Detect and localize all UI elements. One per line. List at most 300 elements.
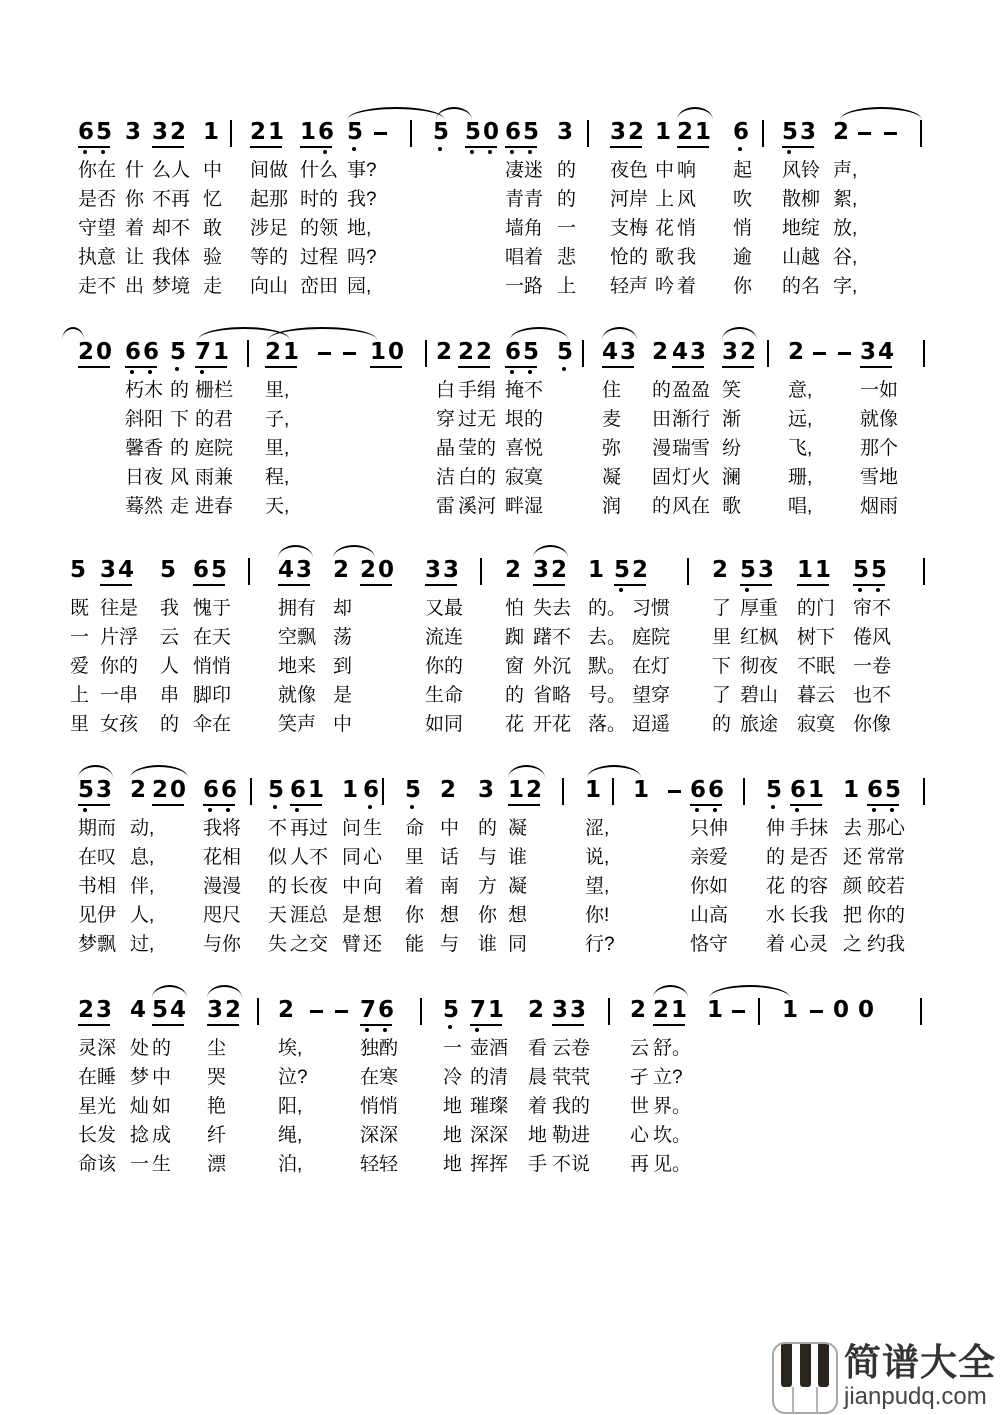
- lyric-syllable: 碧山: [740, 685, 779, 706]
- lyric-syllable: 一串: [100, 685, 139, 706]
- lyric-syllable: 一: [557, 218, 577, 239]
- note-token: [70, 557, 87, 583]
- barline: [762, 120, 764, 147]
- lyric-syllable: 梦境: [152, 276, 191, 297]
- note-token: [443, 997, 460, 1030]
- note-token: [342, 777, 359, 803]
- barline: [758, 998, 760, 1025]
- note-digit: 1: [843, 777, 860, 803]
- lyric-syllable: 轻声: [610, 276, 649, 297]
- lyric-syllable: 梦飘: [78, 934, 117, 955]
- lyric-syllable: 麦: [602, 409, 622, 430]
- lyric-syllable: 忆: [203, 189, 223, 210]
- note-token: [130, 997, 147, 1023]
- note-token: [610, 119, 645, 148]
- note-digit: 5: [523, 339, 540, 365]
- note-digit: 2: [526, 777, 543, 803]
- lyric-syllable: 捻: [130, 1125, 150, 1146]
- lyric-syllable: 手抹: [790, 818, 829, 839]
- note-digit: 2: [630, 997, 647, 1023]
- lyric-syllable: 怆的: [610, 247, 649, 268]
- note-digit: 4: [672, 339, 689, 365]
- note-digit: 6: [318, 119, 335, 145]
- lyric-syllable: 亲爱: [690, 847, 729, 868]
- lyric-syllable: 既: [70, 598, 90, 619]
- lyric-syllable: 畔湿: [505, 496, 544, 517]
- lyric-syllable: 歌: [655, 247, 675, 268]
- lyric-syllable: 艳: [207, 1096, 227, 1117]
- note-token: [672, 339, 707, 368]
- lyric-syllable: 谁: [478, 934, 498, 955]
- note-digit: 5: [885, 777, 902, 803]
- note-digit: 0: [388, 339, 405, 365]
- note-digit: 6: [708, 777, 725, 803]
- note-digit: 2: [78, 339, 95, 365]
- duration-dash: [318, 352, 331, 355]
- note-digit: 5: [152, 997, 169, 1023]
- lyric-syllable: 是: [333, 685, 353, 706]
- octave-dot: [782, 150, 796, 155]
- barline: [582, 340, 584, 367]
- lyric-syllable: 笑声: [278, 714, 317, 735]
- octave-dot: [523, 150, 537, 155]
- lyric-syllable: 你像: [853, 714, 892, 735]
- lyric-syllable: 我将: [203, 818, 242, 839]
- octave-dot: [363, 805, 377, 810]
- lyric-syllable: 风铃: [782, 160, 821, 181]
- octave-dot: [885, 808, 899, 813]
- note-token: [78, 339, 113, 368]
- octave-dot: [867, 808, 881, 813]
- lyric-syllable: 住: [602, 380, 622, 401]
- note-token: [782, 119, 817, 155]
- lyric-syllable: 是否: [78, 189, 117, 210]
- lyric-syllable: 往是: [100, 598, 139, 619]
- lyric-syllable: 在灯: [632, 656, 671, 677]
- lyric-syllable: 舒。: [653, 1038, 692, 1059]
- note-token: [733, 119, 750, 152]
- lyric-syllable: 伸: [766, 818, 786, 839]
- note-token: [370, 339, 405, 368]
- lyric-syllable: 水: [766, 905, 786, 926]
- note-digit: 5: [465, 119, 482, 145]
- note-token: [797, 557, 832, 586]
- note-digit: 6: [363, 777, 380, 803]
- lyric-syllable: 长我: [790, 905, 829, 926]
- note-digit: 6: [690, 777, 707, 803]
- note-digit: 5: [782, 119, 799, 145]
- lyric-syllable: 梦: [130, 1067, 150, 1088]
- barline: [767, 340, 769, 367]
- lyric-syllable: 什: [125, 160, 145, 181]
- note-digit: 2: [278, 997, 295, 1023]
- octave-dot-empty: [488, 1028, 502, 1033]
- note-token: [677, 119, 712, 148]
- lyric-syllable: 挥挥: [470, 1154, 509, 1175]
- lyric-syllable: 进春: [195, 496, 234, 517]
- lyric-syllable: 号。: [588, 685, 627, 706]
- barline: [410, 120, 412, 147]
- note-digit: 5: [766, 777, 783, 803]
- lyric-syllable: 晶: [436, 438, 456, 459]
- note-digit: 3: [533, 557, 550, 583]
- lyric-syllable: 的: [766, 847, 786, 868]
- lyric-syllable: 放,: [833, 218, 858, 239]
- lyric-syllable: 雪地: [860, 467, 899, 488]
- lyric-syllable: 朽木: [125, 380, 164, 401]
- note-digit: 4: [118, 557, 135, 583]
- lyric-syllable: 地: [528, 1125, 548, 1146]
- lyric-syllable: 成: [152, 1125, 172, 1146]
- note-token: [130, 777, 147, 803]
- note-token: [505, 119, 540, 155]
- lyric-syllable: 再过: [290, 818, 329, 839]
- note-digit: 5: [740, 557, 757, 583]
- lyric-syllable: 就像: [278, 685, 317, 706]
- note-digit: 2: [788, 339, 805, 365]
- lyric-syllable: 涯总: [290, 905, 329, 926]
- note-digit: 4: [878, 339, 895, 365]
- octave-dot: [766, 805, 780, 810]
- lyric-syllable: 你: [125, 189, 145, 210]
- note-digit: 2: [833, 119, 850, 145]
- octave-dot: [614, 588, 628, 593]
- lyric-syllable: 你: [733, 276, 753, 297]
- octave-dot-empty: [300, 150, 314, 155]
- note-token: [788, 339, 805, 365]
- lyric-syllable: 南: [440, 876, 460, 897]
- lyric-syllable: 不眠: [797, 656, 836, 677]
- note-digit: 2: [333, 557, 350, 583]
- lyric-syllable: 开花: [533, 714, 572, 735]
- lyric-syllable: 了: [712, 598, 732, 619]
- lyric-syllable: 行?: [585, 934, 615, 955]
- lyric-syllable: 子,: [265, 409, 290, 430]
- note-digit: 2: [712, 557, 729, 583]
- note-digit: 3: [570, 997, 587, 1023]
- watermark-title: 简谱大全: [844, 1342, 996, 1383]
- lyric-syllable: 动,: [130, 818, 155, 839]
- note-digit: 0: [96, 339, 113, 365]
- note-digit: 4: [170, 997, 187, 1023]
- barline: [687, 558, 689, 585]
- note-digit: 3: [552, 997, 569, 1023]
- lyric-syllable: 心: [363, 847, 383, 868]
- lyric-syllable: 看: [528, 1038, 548, 1059]
- note-digit: 1: [695, 119, 712, 145]
- lyric-syllable: 庭院: [632, 627, 671, 648]
- note-digit: 2: [740, 339, 757, 365]
- lyric-syllable: 让: [125, 247, 145, 268]
- lyric-syllable: 洁: [436, 467, 456, 488]
- note-digit: 3: [860, 339, 877, 365]
- note-digit: 1: [268, 119, 285, 145]
- note-token: [843, 777, 860, 803]
- lyric-syllable: 中: [333, 714, 353, 735]
- lyric-syllable: 的: [652, 380, 672, 401]
- lyric-syllable: 踟: [505, 627, 525, 648]
- lyric-syllable: 同: [342, 847, 362, 868]
- note-token: [505, 339, 540, 375]
- lyric-syllable: 的: [170, 438, 190, 459]
- lyric-syllable: 中: [203, 160, 223, 181]
- lyric-syllable: 躇不: [533, 627, 572, 648]
- lyric-syllable: 不再: [152, 189, 191, 210]
- lyric-syllable: 雨兼: [195, 467, 234, 488]
- system-4: [0, 778, 1000, 998]
- note-token: [528, 997, 545, 1023]
- lyric-syllable: 间做: [250, 160, 289, 181]
- note-digit: 5: [96, 119, 113, 145]
- lyric-syllable: 你在: [78, 160, 117, 181]
- lyric-syllable: 的: [160, 714, 180, 735]
- lyric-syllable: 绳,: [278, 1125, 303, 1146]
- barline: [743, 778, 745, 805]
- lyric-syllable: 云: [160, 627, 180, 648]
- octave-dot: [740, 588, 754, 593]
- lyric-syllable: 纷: [722, 438, 742, 459]
- lyric-syllable: 事?: [347, 160, 377, 181]
- lyric-syllable: 飞,: [788, 438, 813, 459]
- lyric-syllable: 山越: [782, 247, 821, 268]
- lyric-syllable: 脚印: [193, 685, 232, 706]
- lyric-syllable: 蓦然: [125, 496, 164, 517]
- note-digit: 6: [203, 777, 220, 803]
- octave-dot: [96, 150, 110, 155]
- lyric-syllable: 世: [630, 1096, 650, 1117]
- octave-dot: [733, 147, 747, 152]
- lyric-syllable: 花: [655, 218, 675, 239]
- note-digit: 4: [602, 339, 619, 365]
- note-token: [505, 557, 522, 583]
- lyric-syllable: 馨香: [125, 438, 164, 459]
- lyric-syllable: 在叹: [78, 847, 117, 868]
- lyric-syllable: 响: [677, 160, 697, 181]
- note-token: [265, 339, 300, 368]
- lyric-syllable: 么人: [152, 160, 191, 181]
- lyric-syllable: 唱,: [788, 496, 813, 517]
- lyric-syllable: 天,: [265, 496, 290, 517]
- duration-dash: [668, 790, 681, 793]
- lyric-syllable: 走不: [78, 276, 117, 297]
- lyric-syllable: 想: [363, 905, 383, 926]
- lyric-syllable: 树下: [797, 627, 836, 648]
- lyric-syllable: 着: [766, 934, 786, 955]
- octave-dot: [470, 1028, 484, 1033]
- lyric-syllable: 掩不: [505, 380, 544, 401]
- lyric-syllable: 中: [152, 1067, 172, 1088]
- lyric-syllable: 垠的: [505, 409, 544, 430]
- note-digit: 6: [867, 777, 884, 803]
- lyric-syllable: 吹: [733, 189, 753, 210]
- duration-dash: [343, 352, 356, 355]
- note-digit: 2: [505, 557, 522, 583]
- note-digit: 3: [758, 557, 775, 583]
- note-token: [533, 557, 568, 586]
- note-digit: 2: [528, 997, 545, 1023]
- note-token: [707, 997, 724, 1023]
- lyric-syllable: 庭院: [195, 438, 234, 459]
- lyric-syllable: 你的: [100, 656, 139, 677]
- lyric-syllable: 把: [843, 905, 863, 926]
- lyric-syllable: 书相: [78, 876, 117, 897]
- octave-dot-empty: [800, 150, 814, 155]
- lyric-syllable: 程,: [265, 467, 290, 488]
- note-digit: 2: [440, 777, 457, 803]
- lyric-syllable: 地: [443, 1096, 463, 1117]
- lyric-syllable: 瑞雪: [672, 438, 711, 459]
- lyric-syllable: 我?: [347, 189, 377, 210]
- lyric-syllable: 笑: [722, 380, 742, 401]
- lyric-syllable: 起那: [250, 189, 289, 210]
- lyric-syllable: 凄迷: [505, 160, 544, 181]
- octave-dot-empty: [632, 588, 646, 593]
- lyric-syllable: 谷,: [833, 247, 858, 268]
- lyric-syllable: 支梅: [610, 218, 649, 239]
- lyric-syllable: 执意: [78, 247, 117, 268]
- note-digit: 1: [488, 997, 505, 1023]
- lyric-syllable: 轻轻: [360, 1154, 399, 1175]
- lyric-syllable: 渐行: [672, 409, 711, 430]
- lyric-syllable: 寂寞: [797, 714, 836, 735]
- note-digit: 6: [193, 557, 210, 583]
- octave-dot: [505, 370, 519, 375]
- note-digit: 3: [690, 339, 707, 365]
- note-token: [363, 777, 380, 810]
- lyric-syllable: 到: [333, 656, 353, 677]
- lyric-syllable: 一: [443, 1038, 463, 1059]
- barline: [257, 998, 259, 1025]
- note-token: [125, 119, 142, 145]
- barline: [923, 778, 925, 805]
- note-digit: 2: [265, 339, 282, 365]
- lyric-syllable: 女孩: [100, 714, 139, 735]
- note-digit: 5: [433, 119, 450, 145]
- lyric-syllable: 悲: [557, 247, 577, 268]
- note-token: [766, 777, 783, 810]
- lyric-syllable: 散柳: [782, 189, 821, 210]
- note-digit: 0: [833, 997, 850, 1023]
- lyric-syllable: 我: [160, 598, 180, 619]
- note-token: [614, 557, 649, 593]
- lyric-syllable: 壶酒: [470, 1038, 509, 1059]
- lyric-syllable: 着: [528, 1096, 548, 1117]
- lyric-syllable: 去。: [588, 627, 627, 648]
- lyric-syllable: 省略: [533, 685, 572, 706]
- lyric-syllable: 的清: [470, 1067, 509, 1088]
- note-digit: 1: [203, 119, 220, 145]
- note-digit: 5: [405, 777, 422, 803]
- lyric-syllable: 走: [203, 276, 223, 297]
- lyric-syllable: 吗?: [347, 247, 377, 268]
- lyric-syllable: 一路: [505, 276, 544, 297]
- note-token: [207, 997, 242, 1026]
- lyric-syllable: 恪守: [690, 934, 729, 955]
- note-token: [630, 997, 647, 1023]
- lyric-syllable: 漫: [652, 438, 672, 459]
- lyric-syllable: 云: [630, 1038, 650, 1059]
- note-digit: 5: [347, 119, 364, 145]
- lyric-syllable: 我的: [552, 1096, 591, 1117]
- octave-dot: [318, 150, 332, 155]
- lyric-syllable: 是否: [790, 847, 829, 868]
- lyric-syllable: 迢遥: [632, 714, 671, 735]
- note-token: [405, 777, 422, 810]
- barline: [230, 120, 232, 147]
- lyric-syllable: 却: [333, 598, 353, 619]
- lyric-syllable: 如: [152, 1096, 172, 1117]
- note-token: [557, 339, 574, 372]
- note-digit: 0: [858, 997, 875, 1023]
- lyric-syllable: 灿: [130, 1096, 150, 1117]
- lyric-syllable: 似: [268, 847, 288, 868]
- lyric-syllable: 涩,: [585, 818, 610, 839]
- lyric-syllable: 只伸: [690, 818, 729, 839]
- lyric-syllable: 伴,: [130, 876, 155, 897]
- lyric-syllable: 串: [160, 685, 180, 706]
- note-token: [722, 339, 757, 368]
- lyric-syllable: 深深: [470, 1125, 509, 1146]
- octave-dot: [125, 370, 139, 375]
- system-2: [0, 340, 1000, 560]
- note-digit: 3: [443, 557, 460, 583]
- lyric-syllable: 出: [125, 276, 145, 297]
- lyric-syllable: 人,: [130, 905, 155, 926]
- lyric-syllable: 凝: [508, 818, 528, 839]
- note-token: [552, 997, 587, 1026]
- lyric-syllable: 心灵: [790, 934, 829, 955]
- lyric-syllable: 星光: [78, 1096, 117, 1117]
- barline: [587, 120, 589, 147]
- lyric-syllable: 旅途: [740, 714, 779, 735]
- lyric-syllable: 悄: [677, 218, 697, 239]
- lyric-syllable: 片浮: [100, 627, 139, 648]
- lyric-syllable: 我体: [152, 247, 191, 268]
- lyric-syllable: 暮云: [797, 685, 836, 706]
- note-token: [470, 997, 505, 1033]
- lyric-syllable: 的门: [797, 598, 836, 619]
- octave-dot: [443, 1025, 457, 1030]
- lyric-syllable: 字,: [833, 276, 858, 297]
- note-digit: 5: [70, 557, 87, 583]
- note-digit: 6: [505, 339, 522, 365]
- lyric-syllable: 的: [557, 160, 577, 181]
- duration-dash: [838, 352, 851, 355]
- octave-dot: [505, 150, 519, 155]
- lyric-syllable: 白的: [458, 467, 497, 488]
- tie-slur: [840, 107, 922, 120]
- duration-dash: [810, 1010, 823, 1013]
- lyric-syllable: 生: [152, 1154, 172, 1175]
- lyric-syllable: 固: [652, 467, 672, 488]
- note-digit: 7: [195, 339, 212, 365]
- lyric-syllable: 泊,: [278, 1154, 303, 1175]
- note-token: [203, 777, 238, 813]
- lyric-syllable: 的: [652, 496, 672, 517]
- note-token: [508, 777, 543, 806]
- note-digit: 1: [308, 777, 325, 803]
- lyric-syllable: 话: [440, 847, 460, 868]
- lyric-syllable: 爱: [70, 656, 90, 677]
- note-token: [333, 557, 350, 583]
- note-digit: 5: [443, 997, 460, 1023]
- octave-dot: [433, 147, 447, 152]
- lyric-syllable: 我: [677, 247, 697, 268]
- lyric-syllable: 你的: [867, 905, 906, 926]
- lyric-syllable: 你如: [690, 876, 729, 897]
- lyric-syllable: 也不: [853, 685, 892, 706]
- lyric-syllable: 珊,: [788, 467, 813, 488]
